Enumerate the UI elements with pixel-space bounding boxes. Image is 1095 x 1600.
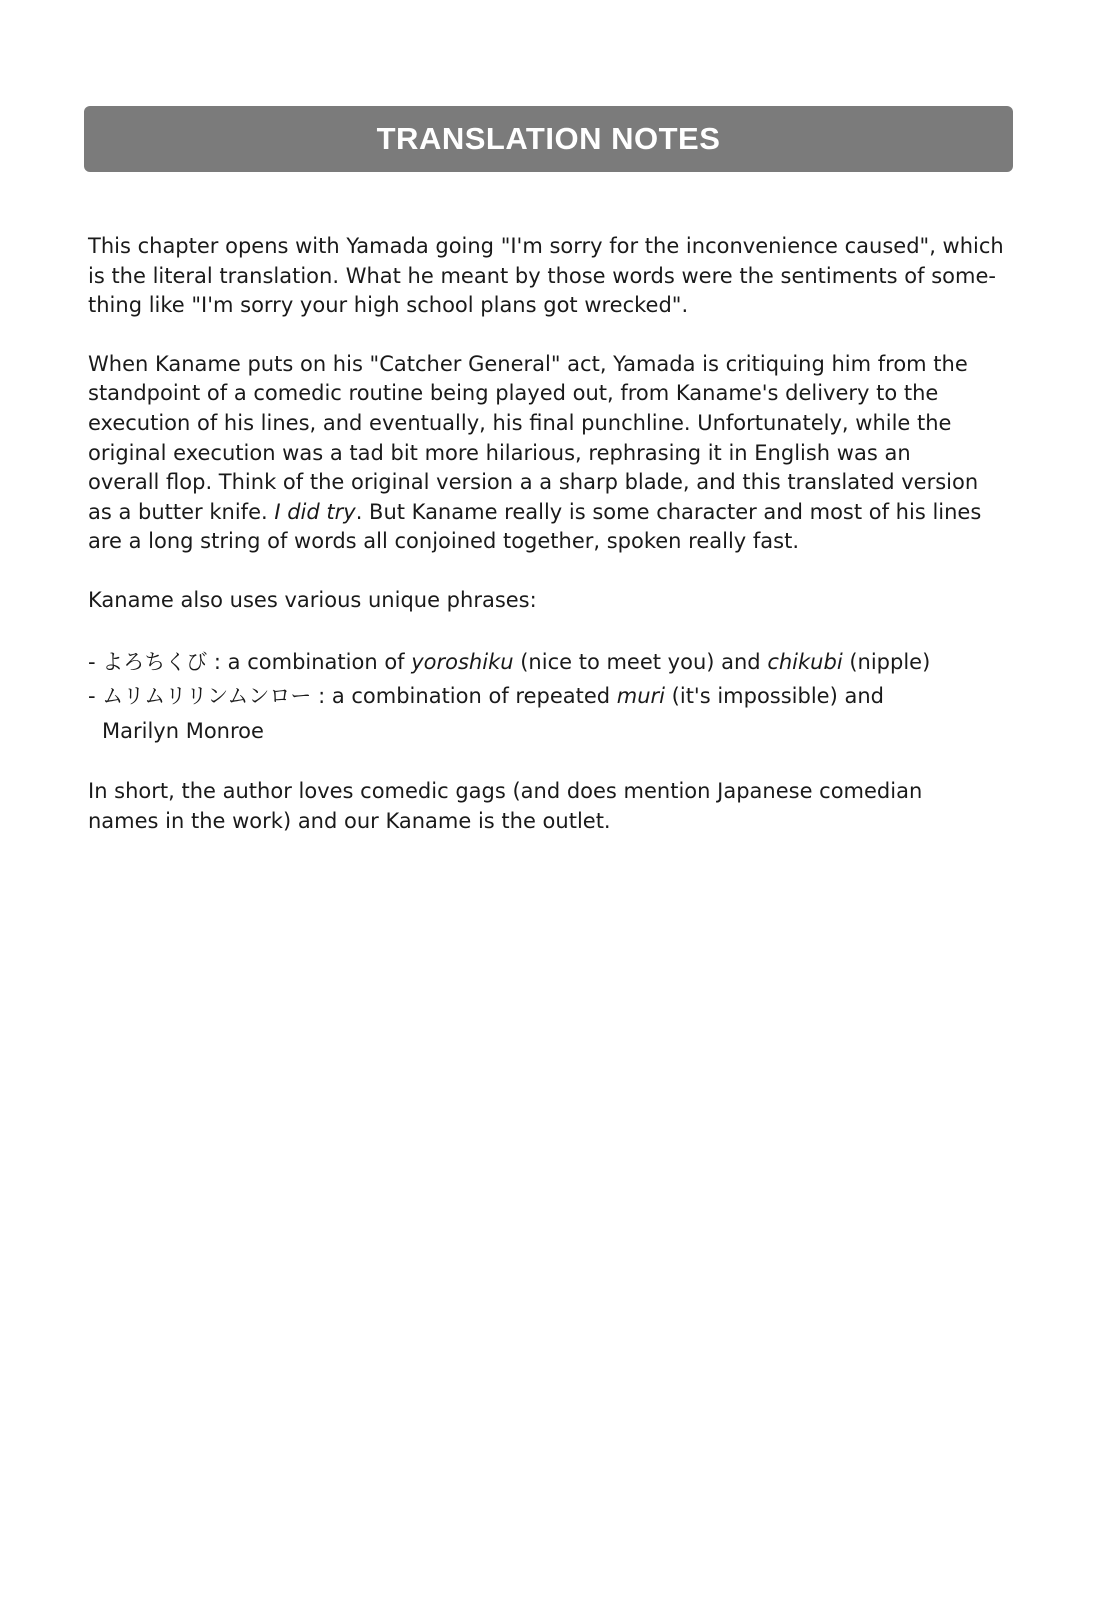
text-segment: - よろちくび : a combination of [88, 649, 412, 674]
text-segment: (it's impossible) and [665, 684, 884, 709]
text-line: Kaname also uses various unique phrases: [88, 587, 537, 612]
paragraph-3 [88, 586, 1018, 616]
paragraph-4 [88, 777, 1018, 836]
text-line: In short, the author loves comedic gags (and does mention Japanese comedian [88, 779, 923, 804]
paragraph-2 [88, 350, 1018, 557]
emphasis-text: yoroshiku [411, 649, 514, 674]
text-line: execution of his lines, and eventually, his final punchline. Unfortunately, while the [88, 410, 952, 435]
text-line: names in the work) and our Kaname is the outlet. [88, 808, 611, 833]
phrase-list [88, 645, 1018, 749]
text-line: standpoint of a comedic routine being played out, from Kaname's delivery to the [88, 381, 939, 406]
text-line: When Kaname puts on his "Catcher General" act, Yamada is critiquing him from the [88, 351, 968, 376]
text-line: is the literal translation. What he meant by those words were the sentiments of some- [88, 263, 996, 288]
title-banner [84, 106, 1013, 172]
list-item [88, 645, 1018, 680]
emphasis-text: chikubi [767, 649, 843, 674]
text-segment: as a butter knife. [88, 499, 275, 524]
list-item-continuation: Marilyn Monroe [102, 718, 264, 743]
text-line: are a long string of words all conjoined together, spoken really fast. [88, 529, 800, 554]
page-title: TRANSLATION NOTES [376, 121, 721, 156]
text-segment: (nipple) [842, 649, 931, 674]
emphasis-text: muri [616, 684, 665, 709]
text-segment: - ムリムリリンムンロー : a combination of repeated [88, 684, 617, 709]
paragraph-1 [88, 232, 1018, 321]
text-segment: . But Kaname really is some character and most of his lines [355, 499, 982, 524]
text-line: thing like "I'm sorry your high school plans got wrecked". [88, 293, 689, 318]
text-line: This chapter opens with Yamada going "I'm sorry for the inconvenience caused", which [88, 234, 1004, 258]
list-item [88, 679, 1018, 714]
text-line [88, 498, 1018, 528]
text-line: original execution was a tad bit more hilarious, rephrasing it in English was an [88, 440, 911, 465]
notes-body [88, 232, 1018, 865]
text-segment: (nice to meet you) and [513, 649, 768, 674]
text-line: overall flop. Think of the original version a a sharp blade, and this translated version [88, 470, 979, 495]
emphasis-text: I did try [274, 499, 356, 524]
